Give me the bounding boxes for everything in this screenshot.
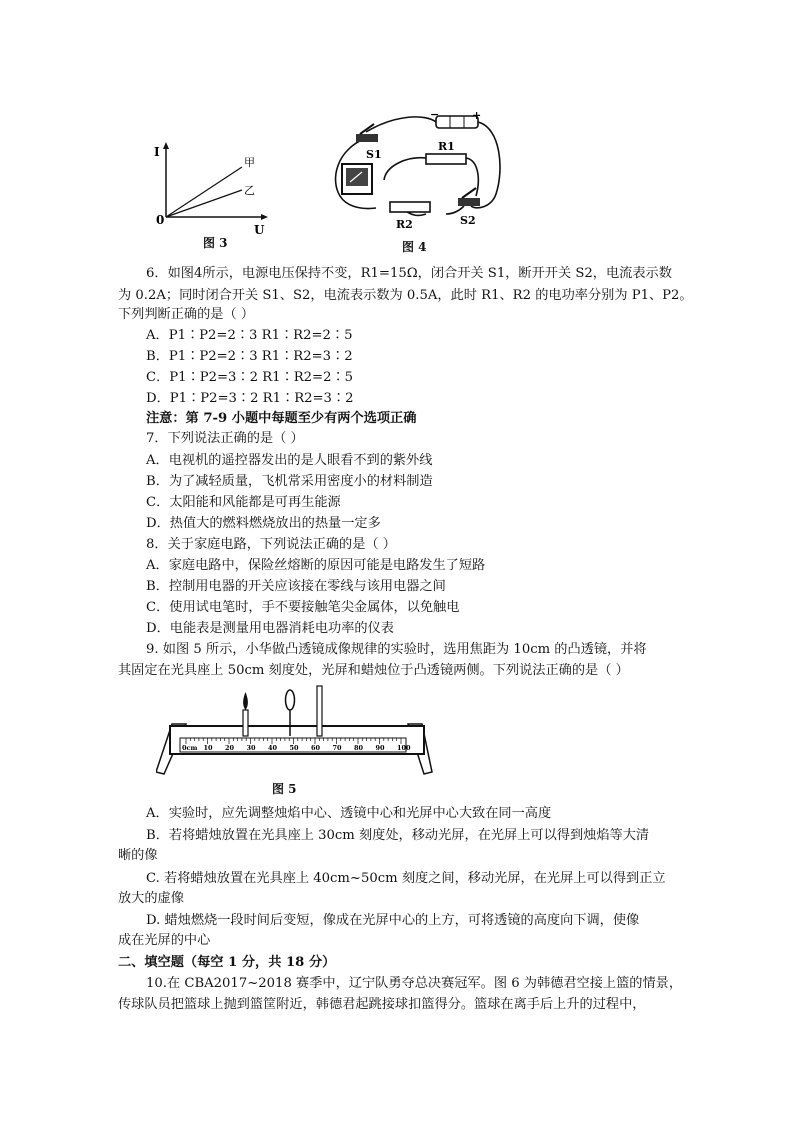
q7-option-d: D．热值大的燃料燃烧放出的热量一定多: [146, 516, 381, 531]
r1-label: R1: [438, 140, 455, 153]
scale-label: 30: [246, 744, 256, 752]
figure-4-caption: 图 4: [402, 240, 427, 254]
r2-label: R2: [396, 218, 413, 231]
scale-label: 100: [397, 744, 411, 752]
wire: [366, 117, 436, 132]
q6-option-d: D．P1∶P2=3∶2 R1∶R2=3∶2: [146, 391, 354, 406]
q10-line-2: 传球队员把篮球上抛到篮筐附近，韩德君起跳接球扣篮得分。篮球在离手后上升的过程中，: [118, 997, 646, 1012]
scale-label: 80: [354, 744, 364, 752]
wire: [384, 158, 426, 180]
resistor-r1: [426, 154, 466, 164]
q6-option-a: A．P1∶P2=2∶3 R1∶R2=2∶5: [146, 328, 353, 343]
scale-label: 70: [332, 744, 342, 752]
q9-stem-line-1: 9. 如图 5 所示，小华做凸透镜成像规律的实验时，选用焦距为 10cm 的凸透镜，并将: [146, 642, 647, 657]
s2-label: S2: [460, 214, 476, 227]
q6-stem-line-2: 为 0.2A；同时闭合开关 S1、S2，电流表示数为 0.5A，此时 R1、R2 的电功率分别为 P1、P2。: [118, 288, 693, 303]
section-2-heading: 二、填空题（每空 1 分，共 18 分）: [118, 955, 336, 970]
q9-option-d: D. 蜡烛燃烧一段时间后变短，像成在光屏中心的上方，可将透镜的高度向下调，使像: [146, 913, 640, 928]
figure-4: [326, 110, 506, 242]
scale-label: 10: [203, 744, 213, 752]
scale-label: 40: [268, 744, 278, 752]
candle: [243, 710, 248, 736]
q8-option-c: C．使用试电笔时，手不要接触笔尖金属体，以免触电: [146, 600, 460, 615]
resistor-r2: [390, 202, 430, 212]
q9-option-c: C. 若将蜡烛放置在光具座上 40cm~50cm 刻度之间，移动光屏，在光屏上可以得到正立: [146, 871, 666, 886]
y-axis-label: I: [154, 145, 160, 159]
battery-minus-label: −: [430, 110, 440, 121]
switch-s2-lever: [462, 188, 476, 198]
q9-option-b: B．若将蜡烛放置在光具座上 30cm 刻度处，移动光屏，在光屏上可以得到烛焰等大清: [146, 828, 650, 843]
q9-option-a: A．实验时，应先调整烛焰中心、透镜中心和光屏中心大致在同一高度: [146, 806, 552, 821]
scale-label: 0cm: [182, 744, 198, 752]
ammeter-dial: [346, 168, 368, 186]
scale-label: 60: [311, 744, 321, 752]
q9-option-c-cont: 放大的虚像: [118, 891, 184, 906]
q10-line-1: 10.在 CBA2017~2018 赛季中，辽宁队勇夺总决赛冠军。图 6 为韩德君空接上篮的情景，: [146, 976, 683, 991]
q6-option-b: B．P1∶P2=2∶3 R1∶R2=3∶2: [146, 349, 353, 364]
y-axis-arrow: [163, 142, 169, 149]
x-axis-label: U: [254, 223, 265, 237]
q8-stem: 8．关于家庭电路，下列说法正确的是（ ）: [146, 537, 396, 552]
note-multi-answer: 注意：第 7-9 小题中每题至少有两个选项正确: [146, 411, 417, 426]
q7-stem: 7．下列说法正确的是（ ）: [146, 431, 304, 446]
q9-option-d-cont: 成在光屏的中心: [118, 933, 211, 948]
battery-plus-label: +: [472, 110, 482, 122]
q9-option-b-cont: 晰的像: [118, 848, 158, 863]
q9-stem-line-2: 其固定在光具座上 50cm 刻度处，光屏和蜡烛位于凸透镜两侧。下列说法正确的是（ ）: [118, 663, 629, 678]
line-jia: [166, 167, 242, 217]
q6-stem-line-1: 6．如图4所示，电源电压保持不变，R1=15Ω，闭合开关 S1，断开开关 S2，电流表示数: [146, 266, 672, 281]
q7-option-a: A．电视机的遥控器发出的是人眼看不到的紫外线: [146, 453, 433, 468]
q8-option-d: D．电能表是测量用电器消耗电功率的仪表: [146, 621, 394, 636]
candle-flame: [243, 692, 248, 710]
figure-5: [156, 684, 436, 780]
q7-option-b: B．为了减轻质量，飞机常采用密度小的材料制造: [146, 474, 433, 489]
scale-label: 50: [289, 744, 299, 752]
origin-label: 0: [156, 213, 165, 227]
scale-label: 90: [375, 744, 385, 752]
x-axis-arrow: [261, 214, 268, 220]
line-yi: [166, 190, 242, 217]
q7-option-c: C．太阳能和风能都是可再生能源: [146, 495, 341, 510]
figure-5-optical-bench: [156, 684, 436, 780]
q6-option-c: C．P1∶P2=3∶2 R1∶R2=2∶5: [146, 370, 354, 385]
switch-s2: [458, 198, 480, 206]
wire: [446, 206, 464, 214]
figure-4-circuit: [326, 110, 506, 242]
line-jia-label: 甲: [244, 156, 255, 169]
q6-stem-line-3: 下列判断正确的是（ ）: [118, 307, 255, 322]
q8-option-a: A．家庭电路中，保险丝熔断的原因可能是电路发生了短路: [146, 558, 486, 573]
q8-option-b: B．控制用电器的开关应该接在零线与该用电器之间: [146, 579, 446, 594]
figure-3-caption: 图 3: [203, 236, 228, 250]
scale-label: 20: [225, 744, 235, 752]
switch-s1: [356, 134, 378, 142]
convex-lens: [286, 690, 295, 710]
figure-5-caption: 图 5: [272, 782, 297, 796]
s1-label: S1: [366, 148, 382, 161]
line-yi-label: 乙: [244, 184, 255, 197]
light-screen: [317, 686, 322, 736]
